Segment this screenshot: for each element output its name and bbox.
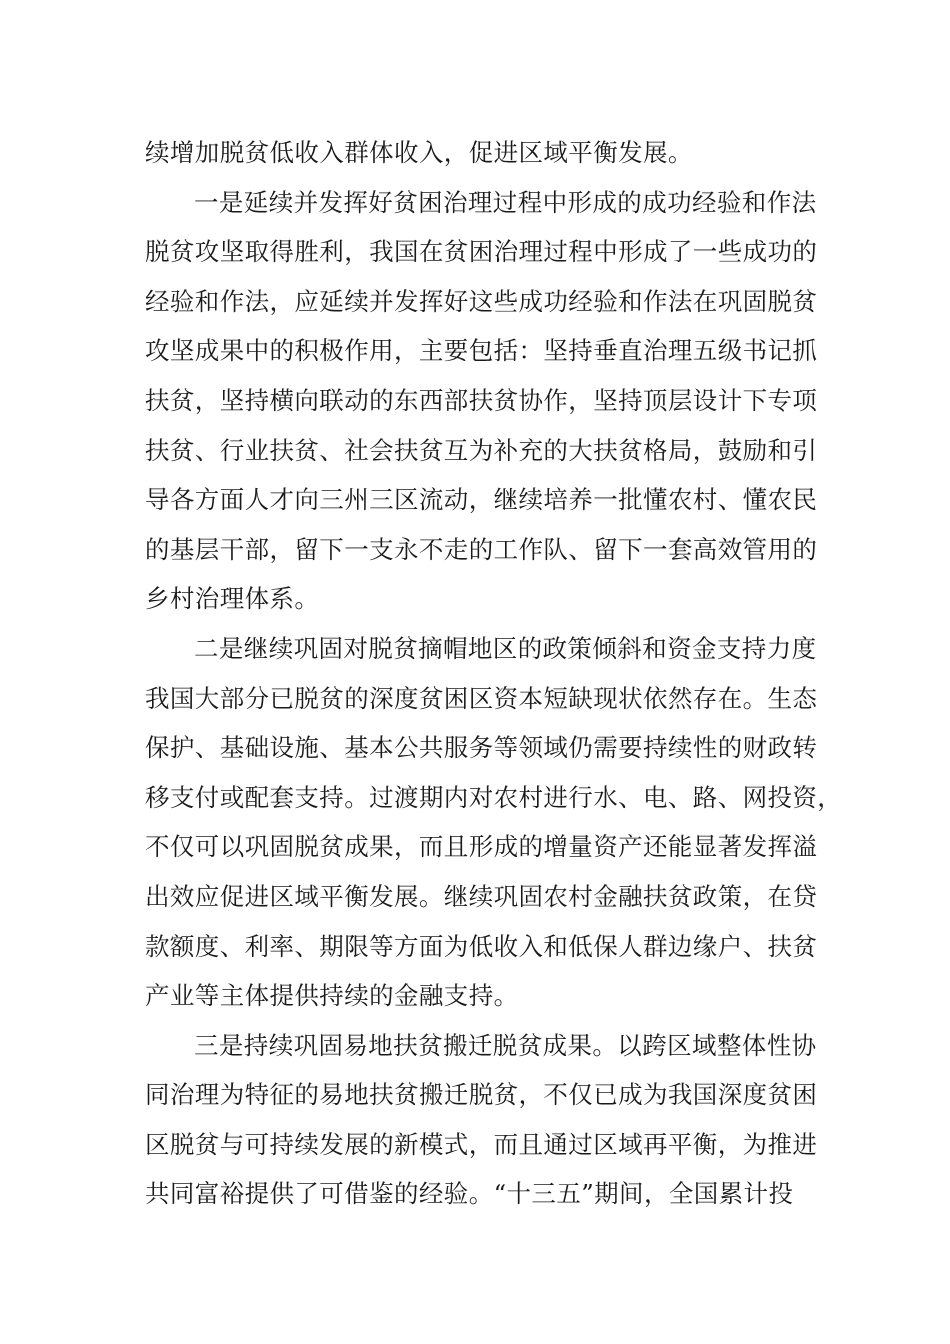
paragraph-first-line: 二是继续巩固对脱贫摘帽地区的政策倾斜和资金支持力度 [194, 633, 817, 663]
text-line: 区脱贫与可持续发展的新模式，而且通过区域再平衡，为推进 [145, 1129, 818, 1159]
paragraph-first-line: 三是持续巩固易地扶贫搬迁脱贫成果。以跨区域整体性协 [194, 1030, 817, 1060]
text-line: 乡村治理体系。 [145, 584, 320, 614]
body-text [145, 128, 843, 1219]
text-line: 攻坚成果中的积极作用，主要包括：坚持垂直治理五级书记抓 [145, 336, 818, 366]
text-line: 扶贫，坚持横向联动的东西部扶贫协作，坚持顶层设计下专项 [145, 385, 818, 415]
text-line: 移支付或配套支持。过渡期内对农村进行水、电、路、网投资， [145, 782, 843, 812]
text-line: 不仅可以巩固脱贫成果，而且形成的增量资产还能显著发挥溢 [145, 832, 818, 862]
text-line: 经验和作法，应延续并发挥好这些成功经验和作法在巩固脱贫 [145, 286, 818, 316]
text-line: 脱贫攻坚取得胜利，我国在贫困治理过程中形成了一些成功的 [145, 237, 818, 267]
text-line: 导各方面人才向三州三区流动，继续培养一批懂农村、懂农民 [145, 485, 818, 515]
text-line: 保护、基础设施、基本公共服务等领域仍需要持续性的财政转 [145, 733, 818, 763]
text-line: 产业等主体提供持续的金融支持。 [145, 981, 519, 1011]
text-line: 我国大部分已脱贫的深度贫困区资本短缺现状依然存在。生态 [145, 683, 818, 713]
paragraph-first-line: 一是延续并发挥好贫困治理过程中形成的成功经验和作法 [194, 187, 817, 217]
text-line: 共同富裕提供了可借鉴的经验。“十三五”期间，全国累计投 [145, 1179, 794, 1209]
text-line: 款额度、利率、期限等方面为低收入和低保人群边缘户、扶贫 [145, 931, 818, 961]
text-line: 扶贫、行业扶贫、社会扶贫互为补充的大扶贫格局，鼓励和引 [145, 435, 818, 465]
text-line: 同治理为特征的易地扶贫搬迁脱贫，不仅已成为我国深度贫困 [145, 1080, 818, 1110]
text-line: 出效应促进区域平衡发展。继续巩固农村金融扶贫政策，在贷 [145, 881, 818, 911]
text-line: 的基层干部，留下一支永不走的工作队、留下一套高效管用的 [145, 534, 818, 564]
text-line: 续增加脱贫低收入群体收入，促进区域平衡发展。 [145, 138, 693, 167]
